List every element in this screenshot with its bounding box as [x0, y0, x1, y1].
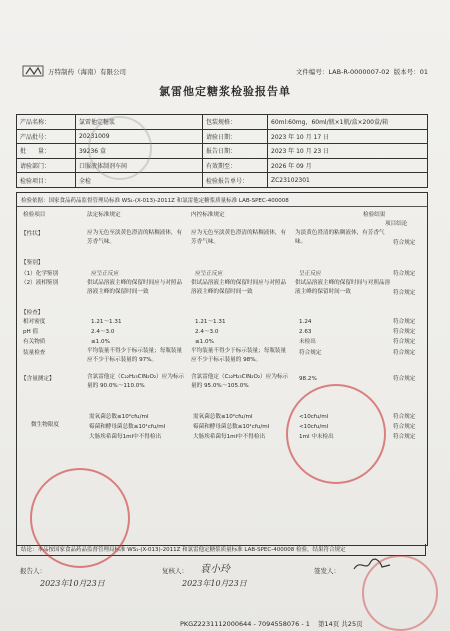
reviewer-date: 2023年10月23日 — [182, 579, 247, 588]
file-number-text: 文件编号：LAB-R-0000007-02 — [295, 68, 390, 76]
micro-conclusion: 符合规定 — [393, 414, 416, 420]
check-item: 相对密度 — [23, 319, 46, 325]
approver-label: 签发人： — [314, 567, 340, 575]
info-value: 2026 年 09 月 — [268, 158, 428, 173]
identification-conclusion-2: 符合规定 — [393, 290, 416, 296]
identification-conclusion-1: 符合规定 — [393, 271, 416, 277]
assay-result: 98.2% — [299, 376, 317, 382]
report-title: 氯雷他定糖浆检验报告单 — [159, 85, 291, 98]
info-value: 20231009 — [76, 129, 203, 144]
check-result: 1.24 — [299, 319, 312, 325]
info-row — [17, 144, 428, 159]
traits-conclusion: 符合规定 — [393, 240, 416, 246]
check-label: 【检查】 — [21, 310, 44, 316]
reviewer-signature: 袁小玲 — [200, 564, 230, 575]
info-value: 39236 盒 — [76, 144, 203, 159]
identification-result-1: 呈正反应 — [299, 271, 322, 277]
conclusion-line: 结论：本品按国家食品药品监督管理局标准 WS₁-(X-013)-2011Z 和氯雷他定糖浆质量标准 LAB-SPEC-400008 检验，结果符合规定 — [16, 544, 426, 556]
product-info-table — [16, 114, 428, 188]
info-value: 2023 年 10 月 23 日 — [268, 144, 428, 159]
check-conclusion: 符合规定 — [393, 339, 416, 345]
version-text: 版本号：01 — [393, 68, 428, 76]
info-value: 2023 年 10 月 17 日 — [268, 129, 428, 144]
info-label: 检验报告单号： — [203, 173, 268, 188]
identification-legal-2: 供试品溶液主峰的保留时间应与对照品溶液主峰的保留时间一致 — [87, 280, 183, 295]
info-row — [17, 129, 428, 144]
col-header-legal: 法定标准规定 — [87, 212, 121, 218]
fill-check-legal: 平均装量不得少于标示装量；每瓶装量应不少于标示装量的 97%。 — [87, 348, 183, 363]
info-label: 包装规格： — [203, 115, 268, 130]
quality-stamp-corner-icon — [362, 555, 438, 631]
col-header-result: 检验结果 — [363, 212, 386, 218]
identification-internal-2: 供试品溶液主峰的保留时间应与对照品溶液主峰的保留时间一致 — [191, 280, 287, 295]
info-label: 产品名称： — [17, 115, 76, 130]
micro-result: <10cfu/ml — [299, 414, 329, 420]
micro-internal: 霉菌和酵母菌总数≤10¹cfu/ml — [193, 424, 270, 430]
micro-result: <10cfu/ml — [299, 424, 329, 430]
traits-label: 【性状】 — [21, 231, 44, 237]
info-value: 60ml:60mg，60ml/瓶×1瓶/盒×200盒/箱 — [268, 115, 428, 130]
info-value: 氯雷他定糖浆 — [76, 115, 203, 130]
report-header — [22, 64, 428, 80]
company-logo-icon — [22, 64, 44, 78]
page-number: 第14页 共25页 — [317, 620, 363, 628]
info-label: 报告日期： — [203, 144, 268, 159]
assay-conclusion: 符合规定 — [393, 376, 416, 382]
micro-legal: 大肠埃希菌每1ml中不得检出 — [89, 434, 162, 440]
col-header-internal: 内控标准规定 — [191, 212, 225, 218]
info-label: 请验部门： — [17, 158, 76, 173]
micro-legal: 霉菌和酵母菌总数≤10¹cfu/ml — [89, 424, 166, 430]
reporter-date: 2023年10月23日 — [40, 579, 105, 588]
fill-check-item: 装量检查 — [23, 350, 46, 356]
info-value: ZC23102301 — [268, 173, 428, 188]
check-result: 2.63 — [299, 329, 312, 335]
file-number — [296, 67, 428, 76]
identification-item-2: （2）液相鉴别 — [21, 280, 59, 286]
quality-stamp-middle-icon — [286, 384, 386, 484]
micro-internal: 需氧菌总数≤10²cfu/ml — [193, 414, 253, 420]
assay-legal: 含氯雷他定（C₂₂H₂₃ClN₂O₂）应为标示量的 90.0%～110.0% — [87, 374, 185, 389]
check-legal: 2.4～3.0 — [91, 329, 115, 335]
traits-result: 为淡黄色澄清的粘稠液体，有芳香气味。 — [295, 230, 385, 245]
check-conclusion: 符合规定 — [393, 329, 416, 335]
check-internal: ≤1.0% — [195, 339, 214, 345]
info-label: 产品批号： — [17, 129, 76, 144]
info-row — [17, 173, 428, 188]
info-label: 请验日期： — [203, 129, 268, 144]
standard-basis: 检验依据：国家食品药品监督管理局标准 WS₁-(X-013)-2011Z 和氯雷他定糖浆质量标准 LAB-SPEC-400008 — [21, 198, 289, 204]
identification-internal-1: 应呈正反应 — [195, 271, 223, 277]
check-item: 有关物质 — [23, 339, 46, 345]
check-result: 未检出 — [299, 339, 316, 345]
identification-result-2: 供试品溶液主峰的保留时间与对照品溶液主峰的保留时间一致 — [295, 280, 391, 295]
check-legal: ≤1.0% — [91, 339, 110, 345]
identification-legal-1: 应呈正反应 — [91, 271, 119, 277]
info-row — [17, 115, 428, 130]
faint-stamp-icon — [88, 116, 152, 180]
assay-label: 【含量测定】 — [21, 376, 55, 382]
reporter-label: 报告人： — [20, 567, 46, 575]
barcode-number: PKGZ2231112000644 - 7094558076 - 1 — [180, 620, 310, 628]
micro-internal: 大肠埃希菌每1ml中不得检出 — [193, 434, 266, 440]
fill-check-internal: 平均装量不得少于标示装量；每瓶装量应不少于标示装量的 98%。 — [191, 348, 287, 363]
company-name: 万特制药（海南）有限公司 — [48, 68, 126, 76]
info-value: 口服液体制剂车间 — [76, 158, 203, 173]
micro-conclusion: 符合规定 — [393, 424, 416, 430]
identification-item-1: （1）化学鉴别 — [21, 271, 59, 277]
traits-internal: 应为无色至淡黄色澄清的粘稠液体，有芳香气味。 — [191, 230, 287, 245]
traits-legal: 应为无色至淡黄色澄清的粘稠液体，有芳香气味。 — [87, 230, 183, 245]
col-header-item: 检验项目 — [23, 212, 46, 218]
check-item: pH 值 — [23, 329, 39, 335]
fill-check-conclusion: 符合规定 — [393, 350, 416, 356]
info-label: 检验项目： — [17, 173, 76, 188]
check-legal: 1.21～1.31 — [91, 319, 122, 325]
info-label: 批 量： — [17, 144, 76, 159]
col-header-conclusion: 项目结论 — [385, 221, 408, 227]
micro-conclusion: 符合规定 — [393, 434, 416, 440]
check-conclusion: 符合规定 — [393, 319, 416, 325]
quality-stamp-left-icon — [30, 468, 130, 568]
reviewer-label: 复核人： — [162, 567, 188, 575]
assay-internal: 含氯雷他定（C₂₂H₂₃ClN₂O₂）应为标示量的 95.0%～105.0% — [191, 374, 289, 389]
fill-check-result: 符合规定 — [299, 350, 322, 356]
micro-result: 1ml 中未检出 — [299, 434, 334, 440]
check-internal: 2.4～3.0 — [195, 329, 219, 335]
barcode-text — [180, 619, 363, 628]
identification-label: 【鉴别】 — [21, 260, 44, 266]
info-value: 全检 — [76, 173, 203, 188]
micro-legal: 需氧菌总数≤10²cfu/ml — [89, 414, 149, 420]
micro-label: 微生物限度 — [31, 422, 59, 428]
divider — [17, 206, 427, 207]
info-row — [17, 158, 428, 173]
info-label: 有效期至： — [203, 158, 268, 173]
check-internal: 1.21～1.31 — [195, 319, 226, 325]
